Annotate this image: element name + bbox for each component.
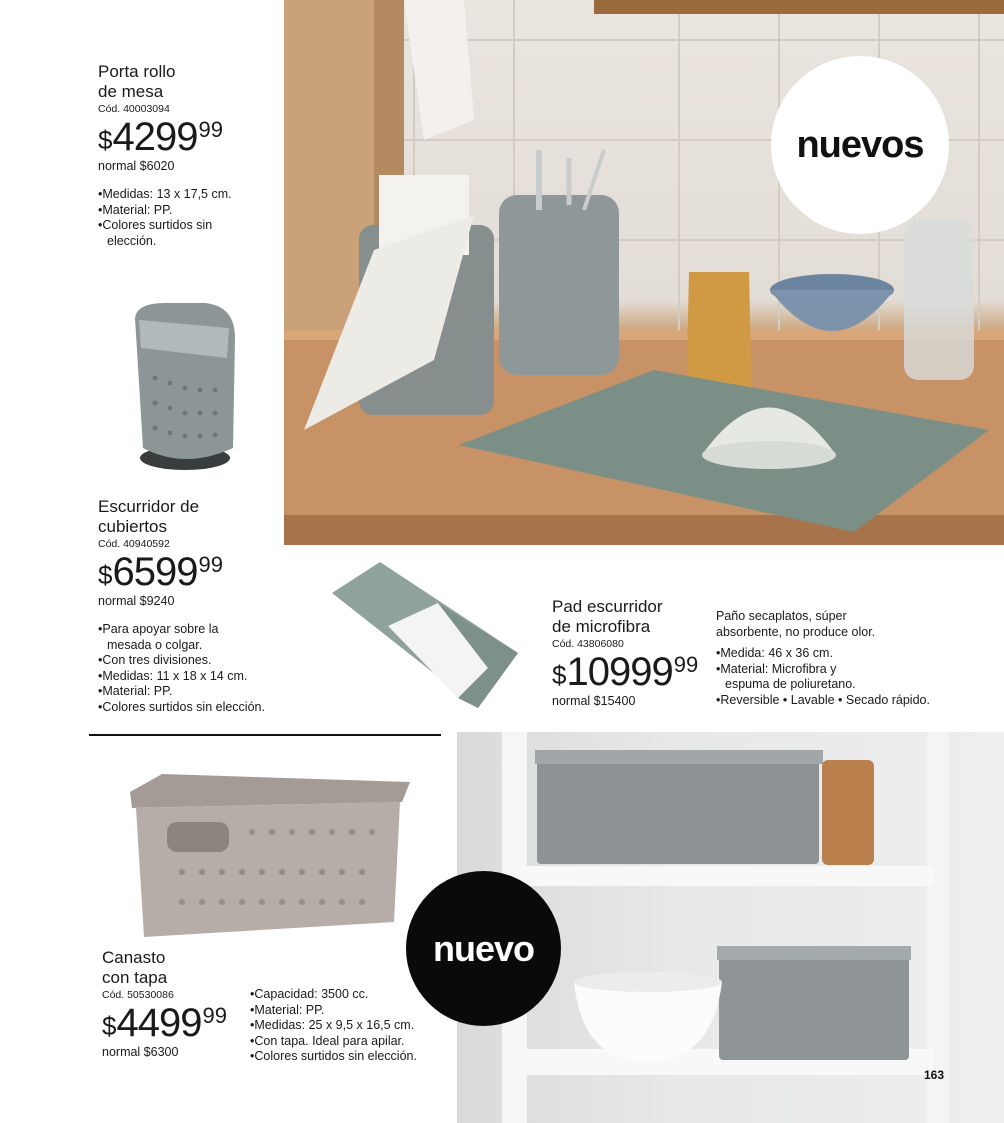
product-price bbox=[98, 552, 298, 592]
feature-item: • Reversible • Lavable • Secado rápido. bbox=[716, 693, 966, 709]
feature-item: • Medidas: 25 x 9,5 x 16,5 cm. bbox=[250, 1018, 440, 1034]
product-pad bbox=[552, 597, 712, 708]
feature-list bbox=[98, 187, 278, 249]
product-price bbox=[552, 652, 712, 692]
feature-item: • Con tres divisiones. bbox=[98, 653, 298, 669]
product-name-line2: de microfibra bbox=[552, 617, 651, 636]
feature-item: • Material: PP. bbox=[250, 1003, 440, 1019]
product-porta-rollo bbox=[98, 62, 278, 249]
feature-item: • Material: PP. bbox=[98, 684, 298, 700]
feature-list bbox=[98, 622, 298, 715]
price-currency: $ bbox=[98, 125, 113, 155]
cutlery-drainer-image bbox=[125, 298, 240, 483]
price-currency: $ bbox=[98, 560, 113, 590]
product-code: Cód. 43806080 bbox=[552, 638, 624, 650]
product-name-line1: Porta rollo bbox=[98, 62, 176, 81]
product-name-line1: Canasto bbox=[102, 948, 166, 967]
feature-item: • Medidas: 13 x 17,5 cm. bbox=[98, 187, 278, 203]
normal-price: normal $9240 bbox=[98, 594, 175, 608]
feature-item: • Colores surtidos sin elección. bbox=[98, 700, 298, 716]
product-name-line1: Pad escurridor bbox=[552, 597, 663, 616]
feature-item: • Para apoyar sobre la mesada o colgar. bbox=[98, 622, 237, 653]
price-decimals: 99 bbox=[198, 552, 223, 577]
product-name-line2: de mesa bbox=[98, 82, 164, 101]
product-canasto bbox=[102, 948, 252, 1059]
product-price bbox=[102, 1003, 252, 1043]
feature-list bbox=[716, 646, 966, 708]
pad-description bbox=[716, 609, 966, 640]
product-code: Cód. 50530086 bbox=[102, 989, 174, 1001]
product-name bbox=[552, 597, 712, 637]
price-integer: 6599 bbox=[112, 550, 198, 594]
product-escurridor bbox=[98, 497, 298, 715]
price-decimals: 99 bbox=[673, 652, 699, 677]
description-line1: Paño secaplatos, súper bbox=[716, 609, 847, 623]
price-decimals: 99 bbox=[202, 1003, 227, 1028]
pad-details bbox=[716, 609, 966, 708]
feature-item: • Colores surtidos sin elección. bbox=[250, 1049, 440, 1065]
price-integer: 4299 bbox=[112, 115, 198, 159]
description-line2: absorbente, no produce olor. bbox=[716, 624, 876, 639]
basket-image bbox=[122, 772, 412, 947]
product-price bbox=[98, 117, 278, 157]
page-number: 163 bbox=[924, 1068, 945, 1082]
normal-price: normal $6020 bbox=[98, 159, 175, 173]
product-name-line2: con tapa bbox=[102, 968, 168, 987]
feature-item: • Material: Microfibra y espuma de poliuretano. bbox=[716, 662, 875, 693]
product-name bbox=[98, 62, 278, 102]
canasto-feature-list bbox=[250, 987, 440, 1065]
product-code: Cód. 40940592 bbox=[98, 538, 170, 550]
microfiber-pad-image bbox=[328, 558, 523, 718]
feature-item: • Medidas: 11 x 18 x 14 cm. bbox=[98, 669, 298, 685]
feature-item: • Material: PP. bbox=[98, 203, 278, 219]
feature-item: • Capacidad: 3500 cc. bbox=[250, 987, 440, 1003]
normal-price: normal $15400 bbox=[552, 694, 636, 708]
price-currency: $ bbox=[102, 1011, 117, 1041]
section-divider bbox=[89, 734, 441, 736]
price-currency: $ bbox=[552, 660, 567, 690]
product-name bbox=[102, 948, 252, 988]
product-name-line1: Escurridor de bbox=[98, 497, 200, 516]
product-name bbox=[98, 497, 298, 537]
product-name-line2: cubiertos bbox=[98, 517, 167, 536]
feature-item: • Medida: 46 x 36 cm. bbox=[716, 646, 966, 662]
price-integer: 10999 bbox=[566, 650, 673, 694]
normal-price: normal $6300 bbox=[102, 1045, 179, 1059]
feature-item: • Colores surtidos sin elección. bbox=[98, 218, 217, 249]
price-integer: 4499 bbox=[116, 1001, 202, 1045]
feature-item: • Con tapa. Ideal para apilar. bbox=[250, 1034, 440, 1050]
product-code: Cód. 40003094 bbox=[98, 103, 170, 115]
nuevos-badge: nuevos bbox=[771, 56, 949, 234]
price-decimals: 99 bbox=[198, 117, 223, 142]
nuevo-badge: nuevo bbox=[406, 871, 561, 1026]
